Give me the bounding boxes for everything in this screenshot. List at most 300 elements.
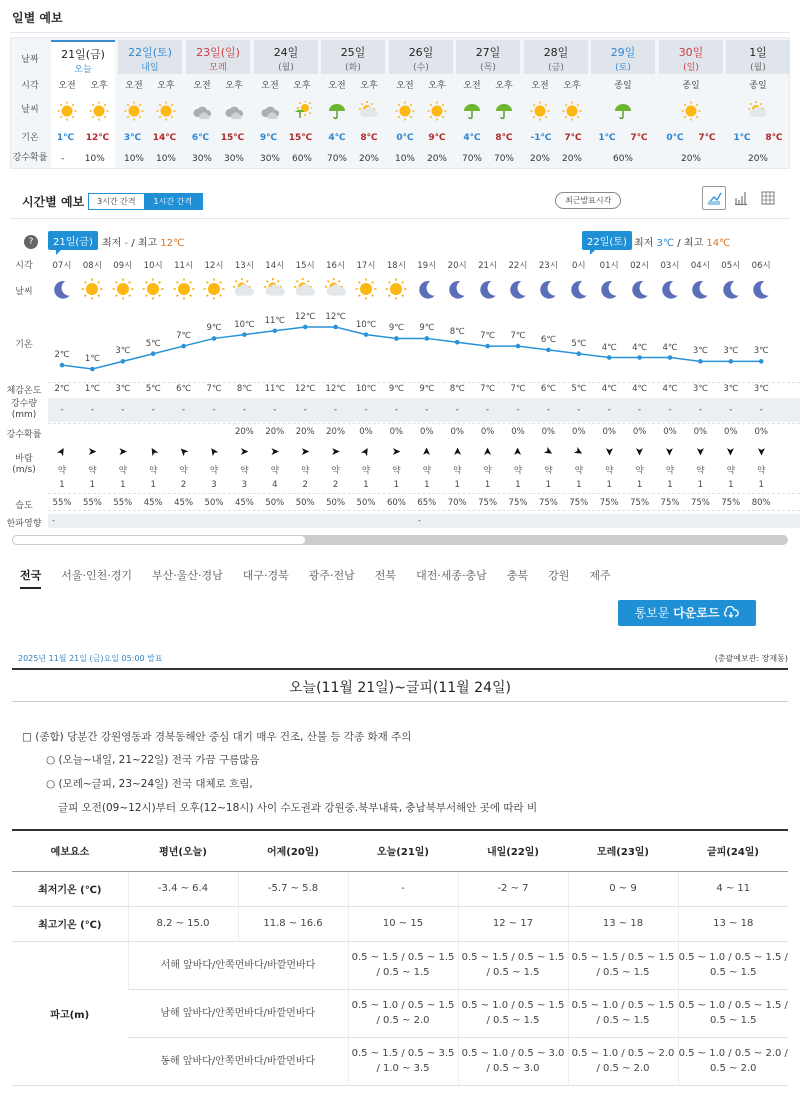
daily-day-column[interactable] [659, 40, 723, 168]
wind-direction-icon: ➤ [481, 446, 495, 457]
hour-humidity: 55% [82, 498, 102, 508]
hour-feels: 9℃ [388, 384, 404, 394]
moon-icon [446, 278, 468, 300]
wind-speed: 1 [728, 480, 734, 490]
slot-time: 오전 [328, 81, 346, 91]
slot-time: 오후 [90, 81, 108, 91]
hour-humidity: 70% [447, 498, 467, 508]
daily-day-column[interactable] [524, 40, 588, 168]
slot-temp: 12℃ [85, 133, 110, 143]
temperature-point [698, 359, 703, 364]
day-sub: (월) [278, 63, 294, 73]
day-header [524, 40, 588, 74]
time-row [659, 74, 723, 98]
wind-speed: 1 [393, 480, 400, 490]
partly-icon [233, 278, 255, 300]
region-tab[interactable]: 대전·세종·충남 [416, 569, 487, 582]
hour-prob: 0% [572, 427, 586, 437]
slot-prob: 30% [259, 154, 280, 164]
wind-speed: 1 [636, 480, 643, 490]
wind-strength: 약 [635, 466, 644, 476]
daily-day-column[interactable] [254, 40, 318, 168]
region-tab[interactable]: 충북 [506, 569, 529, 582]
hour-rain: - [698, 405, 702, 415]
daily-day-column[interactable] [321, 40, 385, 168]
hour-time: 11시 [174, 261, 194, 271]
hour-temp-label: 3℃ [723, 346, 739, 357]
day-header [389, 40, 453, 74]
report-title: 오늘(11월 21일)~글피(11월 24일) [289, 680, 511, 696]
weather-row [321, 98, 385, 126]
daily-day-column[interactable] [118, 40, 182, 168]
wind-strength: 약 [605, 466, 614, 476]
day-header [186, 40, 250, 74]
day-date: 24일 [273, 46, 299, 59]
hour-rain: - [121, 405, 125, 415]
slot-time: 종일 [749, 81, 767, 91]
hour-rain: - [394, 405, 398, 415]
sun-icon [355, 278, 377, 300]
table-view-icon[interactable] [760, 190, 776, 206]
slot-temp: 6℃ [191, 133, 210, 143]
high-temp: 7℃ [698, 133, 716, 143]
table-cell: - [348, 871, 458, 906]
wind-direction-icon: ➤ [541, 443, 556, 460]
daily-label: 날짜 [21, 55, 39, 65]
slot-temp: 9℃ [259, 133, 278, 143]
wind-direction-icon: ➤ [420, 446, 434, 457]
temp-row [254, 126, 318, 150]
temperature-point [729, 359, 734, 364]
day-header [726, 40, 790, 74]
weather-icon-wrap [462, 101, 482, 124]
wind-strength: 약 [483, 466, 492, 476]
hour-temp-label: 9℃ [419, 323, 435, 334]
wind-direction-icon: ➤ [724, 446, 738, 457]
region-tab[interactable]: 전북 [374, 569, 397, 582]
hour-humidity: 75% [599, 498, 619, 508]
hour-time: 03시 [660, 261, 680, 271]
day-date: 26일 [408, 46, 434, 59]
hour-temp-label: 7℃ [480, 331, 496, 342]
wind-direction-icon: ➤ [270, 445, 280, 458]
hour-weather [169, 278, 199, 303]
daily-forecast-title: 일별 예보 [12, 11, 63, 25]
hour-time: 23시 [538, 261, 558, 271]
slot-prob: - [61, 154, 65, 164]
hour-temp-label: 7℃ [176, 331, 192, 342]
weather-icon-wrap [613, 101, 633, 124]
hour-weather [412, 278, 442, 303]
wind-speed: 1 [59, 480, 65, 490]
region-tab[interactable]: 전국 [20, 567, 41, 589]
wind-speed: 3 [211, 480, 217, 490]
weather-icon-wrap [562, 101, 582, 124]
hour-time: 21시 [478, 261, 498, 271]
prob-row [321, 150, 385, 168]
moon-icon [416, 278, 438, 300]
slot-time: 종일 [682, 81, 700, 91]
day-date: 28일 [543, 46, 569, 59]
prob-row [456, 150, 520, 168]
table-cell: 12 ~ 17 [458, 906, 568, 941]
high-temp: 8℃ [765, 133, 783, 143]
hour-humidity: 80% [751, 498, 771, 508]
cloud-download-icon [723, 606, 739, 618]
day-date: 23일(일) [196, 46, 240, 59]
table-cell: 8.2 ~ 15.0 [128, 906, 238, 941]
temp-row [726, 126, 790, 150]
slot-temp: 7℃ [564, 133, 582, 143]
hour-rain: - [60, 405, 64, 415]
slot-temp: 15℃ [288, 133, 313, 143]
low-value: - [124, 238, 129, 249]
low-label: 최저 [634, 238, 654, 249]
graph-view-button[interactable] [702, 186, 726, 210]
scrollbar-thumb[interactable] [12, 535, 306, 545]
hour-weather [290, 278, 320, 303]
hour-time: 13시 [234, 261, 254, 271]
hour-feels: 6℃ [540, 384, 556, 394]
hour-humidity: 75% [721, 498, 741, 508]
wave-cell: 0.5 ~ 1.5 / 0.5 ~ 1.5 / 0.5 ~ 1.5 [348, 941, 458, 989]
wave-cell: 0.5 ~ 1.0 / 0.5 ~ 1.5 / 0.5 ~ 2.0 [348, 989, 458, 1037]
weather-icon-wrap [359, 101, 379, 124]
table-header: 오늘(21일) [348, 830, 458, 871]
temperature-point [303, 325, 308, 330]
hour-prob: 0% [693, 427, 708, 437]
umbrella-icon [327, 101, 347, 121]
temp-row [321, 126, 385, 150]
daily-day-column[interactable] [456, 40, 520, 168]
hour-weather [47, 278, 77, 303]
sun-icon [81, 278, 103, 300]
slot-prob: 20% [561, 154, 582, 164]
partly-icon [294, 278, 316, 300]
wind-strength: 약 [209, 466, 219, 476]
wind-speed: 1 [515, 480, 521, 490]
day-sub: 모레 [209, 63, 227, 73]
high-label: 최고 [137, 238, 158, 249]
table-cell: 13 ~ 18 [568, 906, 678, 941]
wind-direction-icon: ➤ [300, 445, 310, 458]
hour-feels: 3℃ [692, 384, 708, 394]
day-date: 27일 [475, 46, 501, 59]
high-value: 14℃ [706, 238, 731, 249]
slot-time: 오후 [225, 81, 243, 91]
hour-temp-label: 9℃ [388, 323, 404, 334]
help-icon[interactable]: ? [24, 235, 38, 249]
daily-day-column[interactable] [51, 40, 115, 168]
hour-weather [321, 278, 351, 303]
umbrella-icon [462, 101, 482, 121]
download-bulletin-button[interactable] [618, 600, 756, 626]
hour-prob: 0% [541, 427, 556, 437]
hour-time: 0시 [571, 261, 586, 271]
bar-chart-icon[interactable] [733, 190, 749, 206]
hour-temp-label: 4℃ [632, 342, 648, 353]
slot-time: 오전 [193, 81, 211, 91]
slot-temp: 8℃ [360, 133, 378, 143]
wind-strength: 약 [149, 466, 158, 476]
hour-rain: - [151, 405, 155, 415]
slot-temp: 14℃ [152, 133, 177, 143]
time-row [51, 74, 115, 98]
hour-feels: 6℃ [176, 384, 192, 394]
region-tab[interactable]: 서울·인천·경기 [61, 569, 133, 582]
umbrella-icon [613, 101, 633, 121]
hour-humidity: 45% [234, 498, 254, 508]
wind-strength: 약 [361, 466, 371, 476]
report-line-2: ○ (오늘~내일, 21~22일) 전국 가끔 구름많음 [46, 754, 260, 766]
region-tab[interactable]: 부산·울산·경남 [152, 569, 223, 582]
hour-time: 01시 [599, 261, 619, 271]
slot-prob: 20% [358, 154, 379, 164]
wind-speed: 1 [484, 480, 491, 490]
interval-3h-button[interactable]: 3시간 간격 [97, 197, 136, 206]
hour-feels: 4℃ [601, 384, 617, 394]
daily-day-column[interactable] [389, 40, 453, 168]
daily-label: 강수확률 [12, 153, 48, 163]
table-cell: 11.8 ~ 16.6 [238, 906, 348, 941]
wave-cell: 0.5 ~ 1.0 / 0.5 ~ 1.5 / 0.5 ~ 1.5 [678, 941, 788, 989]
weather-icon-wrap [156, 101, 176, 124]
label-temp: 기온 [15, 340, 33, 350]
hour-time: 02시 [630, 261, 650, 271]
wind-direction-icon: ➤ [693, 446, 707, 457]
time-row [186, 74, 250, 98]
temp-row [524, 126, 588, 150]
wind-speed: 1 [120, 480, 126, 490]
hour-feels: 2℃ [54, 384, 70, 394]
wind-direction-icon: ➤ [391, 445, 401, 458]
hour-temp-label: 10℃ [355, 319, 377, 330]
temperature-point [425, 336, 430, 341]
daily-day-column[interactable] [186, 40, 250, 168]
weather-row [524, 98, 588, 126]
weather-icon-wrap [395, 101, 415, 124]
hour-prob: 20% [234, 427, 254, 437]
hour-humidity: 55% [113, 498, 133, 508]
hour-time: 12시 [204, 261, 224, 271]
weather-row [726, 98, 790, 126]
horizontal-scrollbar[interactable] [12, 535, 788, 545]
day-sub: (화) [345, 63, 361, 73]
day-sub: (토) [615, 63, 631, 73]
slot-temp: -1℃ [530, 133, 552, 143]
time-row [524, 74, 588, 98]
partly-icon [359, 101, 379, 121]
slot-time: 오전 [125, 81, 143, 91]
temperature-point [121, 359, 126, 364]
cold-value-day2: - [418, 516, 421, 525]
hourly-forecast-title: 시간별 예보 [22, 195, 85, 209]
sun-icon [203, 278, 225, 300]
day-header [456, 40, 520, 74]
hour-weather [351, 278, 381, 303]
wind-direction-icon: ➤ [175, 443, 192, 460]
hour-time: 17시 [356, 261, 376, 271]
sun-icon [395, 101, 415, 121]
umbrella-icon [494, 101, 514, 121]
wind-speed: 3 [241, 480, 248, 490]
hour-prob: 0% [480, 427, 495, 437]
temperature-point [151, 351, 156, 356]
slot-time: 종일 [614, 81, 632, 91]
wind-speed: 1 [89, 480, 96, 490]
moon-icon [750, 278, 772, 300]
region-tab[interactable]: 제주 [589, 569, 611, 582]
temp-row [118, 126, 182, 150]
slot-time: 오후 [360, 81, 378, 91]
row-divider [48, 423, 800, 424]
separator: / [677, 238, 681, 249]
temperature-point [759, 359, 764, 364]
hour-temp-label: 3℃ [692, 346, 708, 357]
hour-temp-label: 4℃ [662, 342, 678, 353]
hour-rain: - [273, 405, 277, 415]
slot-prob: 10% [84, 154, 105, 164]
hour-temp-label: 12℃ [295, 311, 316, 322]
hour-time: 05시 [721, 261, 741, 271]
wind-strength: 약 [331, 466, 340, 476]
cold-value-day1: - [52, 516, 55, 525]
hour-temp-label: 7℃ [510, 331, 526, 342]
prob-row [254, 150, 318, 168]
sun-icon [173, 278, 195, 300]
hour-temp-label: 5℃ [145, 338, 161, 349]
label-prob: 강수확률 [6, 430, 42, 440]
slot-prob: 10% [123, 154, 144, 164]
hour-humidity: 50% [295, 498, 315, 508]
region-tab[interactable]: 대구·경북 [242, 569, 289, 582]
wind-direction-icon: ➤ [571, 443, 587, 460]
wave-cell: 0.5 ~ 1.0 / 0.5 ~ 3.0 / 0.5 ~ 3.0 [458, 1037, 568, 1085]
row-divider [48, 493, 800, 494]
partly-icon [325, 278, 347, 300]
wind-direction-icon: ➤ [633, 446, 647, 457]
day-date: 25일 [340, 46, 366, 59]
hour-time: 14시 [265, 261, 285, 271]
hour-humidity: 50% [356, 498, 376, 508]
interval-toggle [88, 193, 203, 210]
hour-prob: 0% [632, 427, 647, 437]
sea-area-label: 서해 앞바다/안쪽먼바다/바깥먼바다 [128, 941, 348, 989]
slot-prob: 10% [155, 154, 176, 164]
forecast-summary-table [12, 829, 788, 1086]
latest-release-button[interactable]: 최근발표시각 [555, 192, 621, 209]
hour-rain: - [607, 405, 611, 415]
hour-prob: 20% [326, 427, 346, 437]
sun-icon [681, 101, 701, 121]
daily-day-column[interactable] [591, 40, 655, 168]
prob-row [524, 150, 588, 168]
temp-row [51, 126, 115, 150]
hour-rain: - [759, 405, 763, 415]
wind-speed: 1 [697, 480, 704, 490]
line-chart-icon [703, 187, 725, 209]
hour-weather [594, 278, 624, 303]
time-row [456, 74, 520, 98]
hour-prob: 0% [389, 427, 404, 437]
wind-strength: 약 [726, 466, 735, 476]
hour-feels: 7℃ [510, 384, 526, 394]
temperature-point [242, 332, 247, 337]
partly-icon [264, 278, 286, 300]
slot-temp: 9℃ [428, 133, 446, 143]
hour-weather [625, 278, 655, 303]
hour-weather [533, 278, 563, 303]
hour-feels: 1℃ [84, 384, 100, 394]
sun-icon [124, 101, 144, 121]
wind-strength: 약 [453, 466, 462, 476]
download-label-1: 통보문 [634, 606, 670, 620]
row-label: 최고기온 (℃) [12, 906, 128, 941]
day-date: 1일 [749, 46, 767, 59]
hour-temp-label: 4℃ [601, 342, 617, 353]
interval-1h-button[interactable]: 1시간 간격 [144, 194, 203, 209]
hour-rain: - [668, 405, 672, 415]
temperature-point [273, 329, 278, 334]
temperature-point [333, 325, 338, 330]
hour-humidity: 60% [386, 498, 406, 508]
day-sub: (수) [413, 63, 429, 73]
table-cell: 10 ~ 15 [348, 906, 458, 941]
sun-icon [112, 278, 134, 300]
moon-icon [598, 278, 620, 300]
slot-prob: 60% [612, 154, 633, 164]
slot-time: 오후 [157, 81, 175, 91]
daily-day-column[interactable] [726, 40, 790, 168]
slot-prob: 20% [426, 154, 447, 164]
temperature-point [668, 355, 673, 360]
hour-weather [473, 278, 503, 303]
slot-prob: 10% [394, 154, 415, 164]
wave-cell: 0.5 ~ 1.0 / 0.5 ~ 1.5 / 0.5 ~ 1.5 [678, 989, 788, 1037]
date-badge-day2: 22일(토) [582, 231, 632, 250]
weather-icon-wrap [260, 101, 280, 124]
hour-weather [260, 278, 290, 303]
hour-rain: - [212, 405, 216, 415]
prob-row [726, 150, 790, 168]
weather-row [254, 98, 318, 126]
wave-cell: 0.5 ~ 1.0 / 0.5 ~ 1.5 / 0.5 ~ 1.5 [568, 989, 678, 1037]
region-tab[interactable]: 강원 [548, 569, 570, 582]
hour-rain: - [486, 405, 490, 415]
moon-icon [629, 278, 651, 300]
temp-row [456, 126, 520, 150]
report-line-4: 글피 오전(09~12시)부터 오후(12~18시) 사이 수도권과 강원중.북부내륙, 충남북부서해안 곳에 따라 비 [58, 802, 538, 814]
temp-row [591, 126, 655, 150]
cold-row-bg [48, 514, 800, 528]
wind-strength: 약 [301, 466, 310, 476]
sun-icon [530, 101, 550, 121]
day-header [591, 40, 655, 74]
temperature-point [212, 336, 217, 341]
region-tab[interactable]: 광주·전남 [308, 569, 355, 582]
slot-prob: 60% [291, 154, 312, 164]
wind-speed: 2 [302, 480, 308, 490]
hour-feels: 4℃ [662, 384, 678, 394]
shower-icon [292, 101, 312, 121]
wind-direction-icon: ➤ [54, 444, 70, 459]
wind-strength: 약 [513, 466, 523, 476]
sun-icon [562, 101, 582, 121]
prob-row [591, 150, 655, 168]
hour-rain: - [303, 405, 307, 415]
hour-feels: 4℃ [632, 384, 648, 394]
hour-feels: 8℃ [449, 384, 465, 394]
